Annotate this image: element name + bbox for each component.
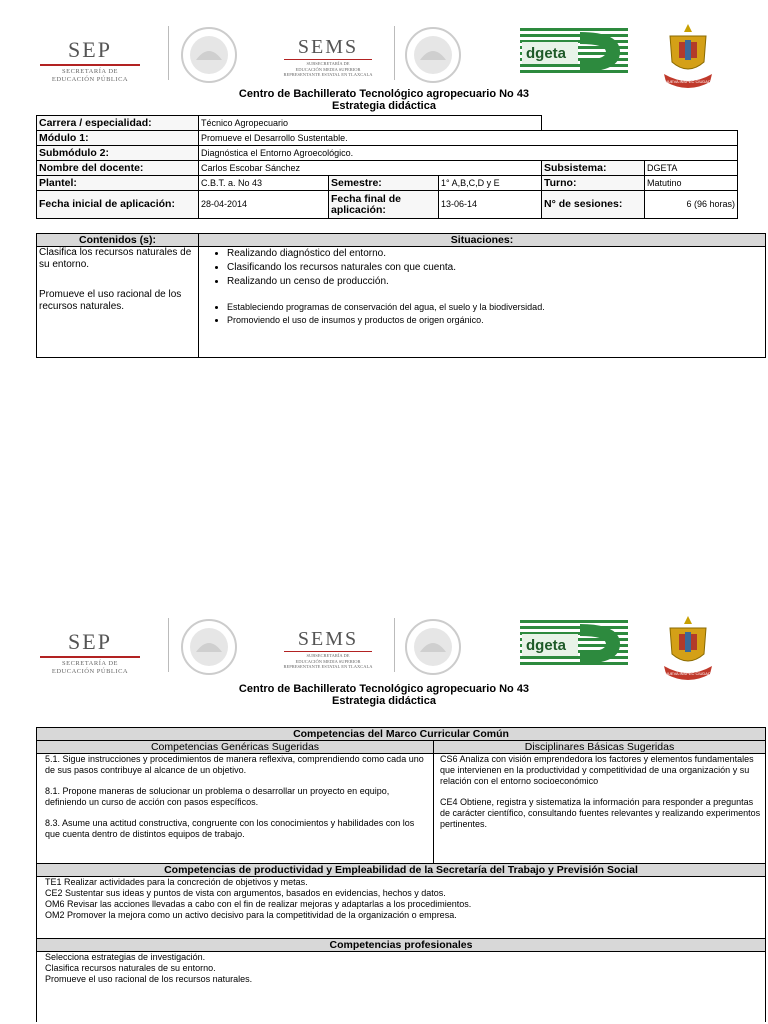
list-item: • Estableciendo programas de conservación del agua, el suelo y la biodiversidad. — [227, 301, 763, 314]
sems-logo: SEMS SUBSECRETARÍA DE EDUCACIÓN MEDIA SUPERIOR REPRESENTANTE ESTATAL EN TLAXCALA — [283, 36, 373, 77]
list-item: Selecciona estrategias de investigación. — [45, 952, 206, 962]
header-logos — [0, 610, 768, 690]
school-crest-icon — [660, 614, 716, 684]
list-item: Promueve el uso racional de los recursos naturales. — [45, 974, 253, 984]
competencias-table: Competencias del Marco Curricular Común Competencias Genéricas Sugeridas Disciplinares Básicas Sugeridas 5.1. Sigue instrucciones y procedimientos de manera reflexiva, comprendiendo como cada uno de sus pasos contribuye al alcance de un objetivo. 8.1. Propone maneras de solucionar un problema o desarrollar un proyecto en equipo, definiendo un curso de acción con pasos específicos. 8.3. Asume una actitud constructiva, congruente con los conocimientos y habilidades con los que cuenta dentro de distintos equipos de trabajo. CS6 Analiza con visión emprendedora los factores y elementos fundamentales que intervienen en la productividad y competitividad de una organización y su relación con el entorno socioeconómico CE4 Obtiene, registra y sistematiza la información para responder a preguntas de carácter científico, consultando fuentes relevantes y realizando experimentos pertinentes. Competencias de productividad y Empleabilidad de la Secretaría del Trabajo y Previsión Social TE1 Realizar actividades para la concreción de objetivos y metas. CE2 Sustentar sus ideas y puntos de vista con argumentos, basados en evidencias, hechos y datos. OM6 Revisar las acciones llevadas a cabo con el fin de realizar mejoras y adaptarlas a los procedimientos. OM2 Promover la mejora como un activo decisivo para la competitividad de la organización o empresa. Competencias profesionales Selecciona estrategias de investigación. Clasifica recursos naturales de su entorno. Promueve el uso racional de los recursos naturales. — [36, 727, 766, 1022]
situaciones-list-1 — [211, 247, 763, 289]
page-subtitle: Estrategia didáctica — [332, 695, 436, 707]
list-item: TE1 Realizar actividades para la concreción de objetivos y metas. — [45, 877, 308, 887]
dgeta-logo — [520, 26, 628, 76]
sems-logo: SEMS SUBSECRETARÍA DE EDUCACIÓN MEDIA SUPERIOR REPRESENTANTE ESTATAL EN TLAXCALA — [283, 628, 373, 669]
competencia-generica: 8.1. Propone maneras de solucionar un problema o desarrollar un proyecto en equipo, definiendo un curso de acción con pasos específicos. — [45, 786, 390, 807]
page-subtitle: Estrategia didáctica — [332, 100, 436, 112]
dgeta-logo — [520, 618, 628, 668]
mexico-seal-icon — [178, 26, 240, 84]
list-item: • Realizando un censo de producción. — [227, 275, 763, 289]
competencia-disciplinar: CS6 Analiza con visión emprendedora los factores y elementos fundamentales que intervienen en la productividad y competitividad de una organización y su relación con el entorno socioeconómico — [440, 754, 754, 786]
school-crest-icon — [660, 22, 716, 92]
list-item: Clasifica recursos naturales de su entorno. — [45, 963, 216, 973]
list-item: OM6 Revisar las acciones llevadas a cabo con el fin de realizar mejoras y adaptarlas a los procedimientos. — [45, 899, 472, 909]
page-title: Centro de Bachillerato Tecnológico agropecuario No 43 — [238, 88, 530, 100]
page-title: Centro de Bachillerato Tecnológico agropecuario No 43 — [238, 683, 530, 695]
list-item: CE2 Sustentar sus ideas y puntos de vista con argumentos, basados en evidencias, hechos y datos. — [45, 888, 446, 898]
mexico-seal-icon — [402, 618, 464, 676]
situaciones-list-2 — [211, 301, 763, 327]
list-item: • Promoviendo el uso de insumos y productos de origen orgánico. — [227, 314, 763, 327]
list-item: OM2 Promover la mejora como un activo decisivo para la competitividad de la organización o empresa. — [45, 910, 457, 920]
svg-text:NUEVA INSPEC CIUDAD: NUEVA INSPEC CIUDAD — [665, 671, 711, 676]
list-item: • Realizando diagnóstico del entorno. — [227, 247, 763, 261]
sep-logo: SEP SECRETARÍA DE EDUCACIÓN PÚBLICA — [30, 630, 150, 676]
svg-text:dgeta: dgeta — [526, 637, 567, 654]
list-item: • Clasificando los recursos naturales con que cuenta. — [227, 261, 763, 275]
mexico-seal-icon — [178, 618, 240, 676]
content-item: Promueve el uso racional de los recursos naturales. — [39, 289, 182, 312]
competencia-disciplinar: CE4 Obtiene, registra y sistematiza la información para responder a preguntas de carácter científico, consultando fuentes relevantes y realizando experimentos pertinentes. — [440, 797, 761, 829]
svg-text:NUEVA INSPEC CIUDAD: NUEVA INSPEC CIUDAD — [665, 79, 711, 84]
mexico-seal-icon — [402, 26, 464, 84]
competencia-generica: 8.3. Asume una actitud constructiva, congruente con los conocimientos y habilidades con los que cuenta dentro de distintos equipos de trabajo. — [45, 818, 415, 839]
contenidos-table: Contenidos (s): Situaciones: Clasifica los recursos naturales de su entorno. Promueve el uso racional de los recursos naturales. • Realizando diagnóstico del entorno. • Clasificando los recursos naturales con que cuenta. • Realizando un censo de producción. • Estableciendo programas de conservación del agua, el suelo y la biodiversidad. • Promoviendo el uso de insumos y productos de origen orgánico. — [36, 233, 766, 358]
svg-text:dgeta: dgeta — [526, 45, 567, 62]
info-table: Carrera / especialidad: Técnico Agropecuario Módulo 1: Promueve el Desarrollo Sustentable. Submódulo 2: Diagnóstica el Entorno Agroecológico. Nombre del docente: Carlos Escobar Sánchez Subsistema: DGETA Plantel: C.B.T. a. No 43 Semestre: 1° A,B,C,D y E Turno: Matutino Fecha inicial de aplicación: 28-04-2014 Fecha final de aplicación: 13-06-14 N° de sesiones: 6 (96 horas) — [36, 115, 738, 219]
header-logos — [0, 18, 768, 98]
sep-logo: SEP SECRETARÍA DE EDUCACIÓN PÚBLICA — [30, 38, 150, 84]
content-item: Clasifica los recursos naturales de su entorno. — [39, 247, 192, 270]
competencia-generica: 5.1. Sigue instrucciones y procedimientos de manera reflexiva, comprendiendo como cada uno de sus pasos contribuye al alcance de un objetivo. — [45, 754, 424, 775]
